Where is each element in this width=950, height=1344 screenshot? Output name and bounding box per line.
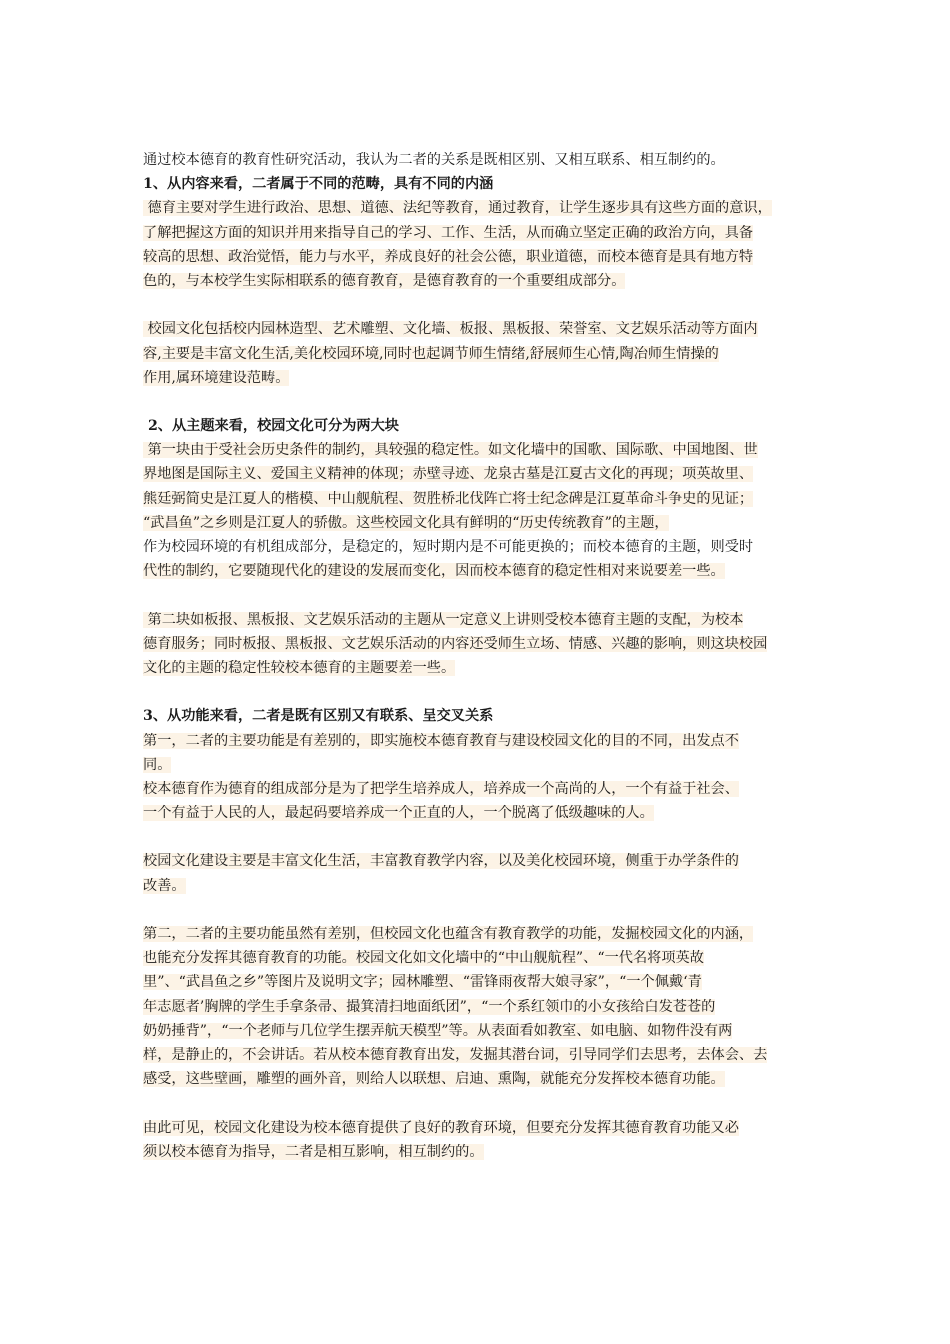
text-line <box>143 196 823 220</box>
line-text: 第一块由于受社会历史条件的制约，具较强的稳定性。如文化墙中的国歌、国际歌、中国地图、世 <box>143 442 758 459</box>
text-line <box>143 1043 823 1067</box>
text-line <box>143 245 823 269</box>
text-line <box>143 970 823 994</box>
paragraph <box>143 1116 823 1164</box>
line-text: 校本德育作为德育的组成部分是为了把学生培养成人，培养成一个高尚的人，一个有益于社会、 <box>143 780 739 797</box>
paragraph <box>143 729 823 826</box>
text-line <box>143 148 823 172</box>
text-line <box>143 874 823 898</box>
text-line <box>143 946 823 970</box>
text-line <box>143 438 823 462</box>
line-text: 第二块如板报、黑板报、文艺娱乐活动的主题从一定意义上讲则受校本德育主题的支配，为校本 <box>143 611 744 628</box>
text-line <box>143 172 823 196</box>
line-text: 由此可见，校园文化建设为校本德育提供了良好的教育环境，但要充分发挥其德育教育功能又必 <box>143 1119 739 1136</box>
text-line <box>143 753 823 777</box>
paragraph-spacer <box>143 1091 823 1115</box>
section-heading <box>143 172 823 196</box>
line-text: 熊廷弼简史是江夏人的楷模、中山舰航程、贺胜桥北伐阵亡将士纪念碑是江夏革命斗争史的见证； <box>143 490 754 507</box>
section-heading <box>143 704 823 728</box>
text-line <box>143 995 823 1019</box>
text-line <box>143 487 823 511</box>
text-line <box>143 777 823 801</box>
text-line <box>143 1116 823 1140</box>
text-line <box>143 656 823 680</box>
document-body <box>143 148 823 1164</box>
section-heading <box>143 414 823 438</box>
line-text: 色的，与本校学生实际相联系的德育教育，是德育教育的一个重要组成部分。 <box>143 272 626 289</box>
line-text: 奶奶捶背”，“一个老师与几位学生摆弄航天模型”等。从表面看如教室、如电脑、如物件没有两 <box>143 1022 733 1039</box>
line-text: 界地图是国际主义、爱国主义精神的体现；赤壁寻迹、龙泉古墓是江夏古文化的再现；项英故里、 <box>143 466 754 483</box>
text-line <box>143 1067 823 1091</box>
line-text: 1、从内容来看，二者属于不同的范畴，具有不同的内涵 <box>143 176 494 193</box>
line-text: 一个有益于人民的人，最起码要培养成一个正直的人，一个脱离了低级趣味的人。 <box>143 805 654 822</box>
text-line <box>143 366 823 390</box>
paragraph-spacer <box>143 390 823 414</box>
text-line <box>143 632 823 656</box>
line-text: 2、从主题来看，校园文化可分为两大块 <box>143 418 399 435</box>
text-line <box>143 462 823 486</box>
paragraph <box>143 438 823 535</box>
text-line <box>143 1019 823 1043</box>
paragraph <box>143 922 823 1091</box>
text-line <box>143 317 823 341</box>
line-text: 容,主要是丰富文化生活,美化校园环境,同时也起调节师生情绪,舒展师生心情,陶冶师生情操的 <box>143 345 719 362</box>
text-line <box>143 922 823 946</box>
line-text: 校园文化建设主要是丰富文化生活，丰富教育教学内容，以及美化校园环境，侧重于办学条件的 <box>143 853 739 870</box>
paragraph-spacer <box>143 293 823 317</box>
line-text: 德育服务；同时板报、黑板报、文艺娱乐活动的内容还受师生立场、情感、兴趣的影响，则这块校园 <box>143 635 768 652</box>
line-text: 较高的思想、政治觉悟，能力与水平，养成良好的社会公德，职业道德，而校本德育是具有地方特 <box>143 248 754 265</box>
text-line <box>143 511 823 535</box>
line-text: 通过校本德育的教育性研究活动，我认为二者的关系是既相区别、又相互联系、相互制约的。 <box>143 152 725 168</box>
line-text: 3、从功能来看，二者是既有区别又有联系、呈交叉关系 <box>143 708 494 725</box>
line-text: 校园文化包括校内园林造型、艺术雕塑、文化墙、板报、黑板报、荣誉室、文艺娱乐活动等方面内 <box>143 321 758 338</box>
paragraph <box>143 148 823 172</box>
line-text: 改善。 <box>143 877 186 894</box>
line-text: 德育主要对学生进行政治、思想、道德、法纪等教育，通过教育，让学生逐步具有这些方面的意识， <box>143 200 772 217</box>
line-text: 作用,属环境建设范畴。 <box>143 369 290 386</box>
text-line <box>143 342 823 366</box>
text-line <box>143 608 823 632</box>
line-text: 作为校园环境的有机组成部分，是稳定的，短时期内是不可能更换的；而校本德育的主题，则受时 <box>143 539 754 555</box>
line-text: 里”、“武昌鱼之乡”等图片及说明文字；园林雕塑、“雷锋雨夜帮大娘寻家”，“一个佩戴‘青 <box>143 974 702 991</box>
text-line <box>143 704 823 728</box>
text-line <box>143 801 823 825</box>
line-text: 样，是静止的，不会讲话。若从校本德育教育出发，发掘其潜台词，引导同学们去思考，去体会、去 <box>143 1046 768 1063</box>
line-text: 第一，二者的主要功能是有差别的，即实施校本德育教育与建设校园文化的目的不同，出发点不 <box>143 732 739 749</box>
paragraph <box>143 317 823 390</box>
text-line <box>143 849 823 873</box>
text-line <box>143 1140 823 1164</box>
line-text: 第二，二者的主要功能虽然有差别，但校园文化也蕴含有教育教学的功能，发掘校园文化的内涵， <box>143 926 754 942</box>
line-text: 也能充分发挥其德育教育的功能。校园文化如文化墙中的“中山舰航程”、“一代名将项英故 <box>143 950 704 967</box>
text-line <box>143 414 823 438</box>
text-line <box>143 729 823 753</box>
paragraph-spacer <box>143 898 823 922</box>
paragraph <box>143 559 823 583</box>
paragraph <box>143 535 823 559</box>
line-text: 了解把握这方面的知识并用来指导自己的学习、工作、生活，从而确立坚定正确的政治方向，具备 <box>143 224 754 241</box>
line-text: 年志愿者’胸牌的学生手拿条帚、撮箕清扫地面纸团”，“一个系红领巾的小女孩给白发苍苍的 <box>143 998 716 1015</box>
text-line <box>143 559 823 583</box>
paragraph-spacer <box>143 825 823 849</box>
line-text: 须以校本德育为指导，二者是相互影响，相互制约的。 <box>143 1143 484 1160</box>
text-line <box>143 269 823 293</box>
line-text: “武昌鱼”之乡则是江夏人的骄傲。这些校园文化具有鲜明的“历史传统教育”的主题， <box>143 514 669 531</box>
line-text: 代性的制约，它要随现代化的建设的发展而变化，因而校本德育的稳定性相对来说要差一些。 <box>143 563 725 580</box>
paragraph <box>143 196 823 293</box>
paragraph-spacer <box>143 680 823 704</box>
paragraph <box>143 608 823 681</box>
text-line <box>143 535 823 559</box>
paragraph-spacer <box>143 583 823 607</box>
line-text: 同。 <box>143 756 172 773</box>
paragraph <box>143 849 823 897</box>
line-text: 感受，这些壁画，雕塑的画外音，则给人以联想、启迪、熏陶，就能充分发挥校本德育功能。 <box>143 1071 725 1088</box>
text-line <box>143 221 823 245</box>
line-text: 文化的主题的稳定性较校本德育的主题要差一些。 <box>143 659 456 676</box>
